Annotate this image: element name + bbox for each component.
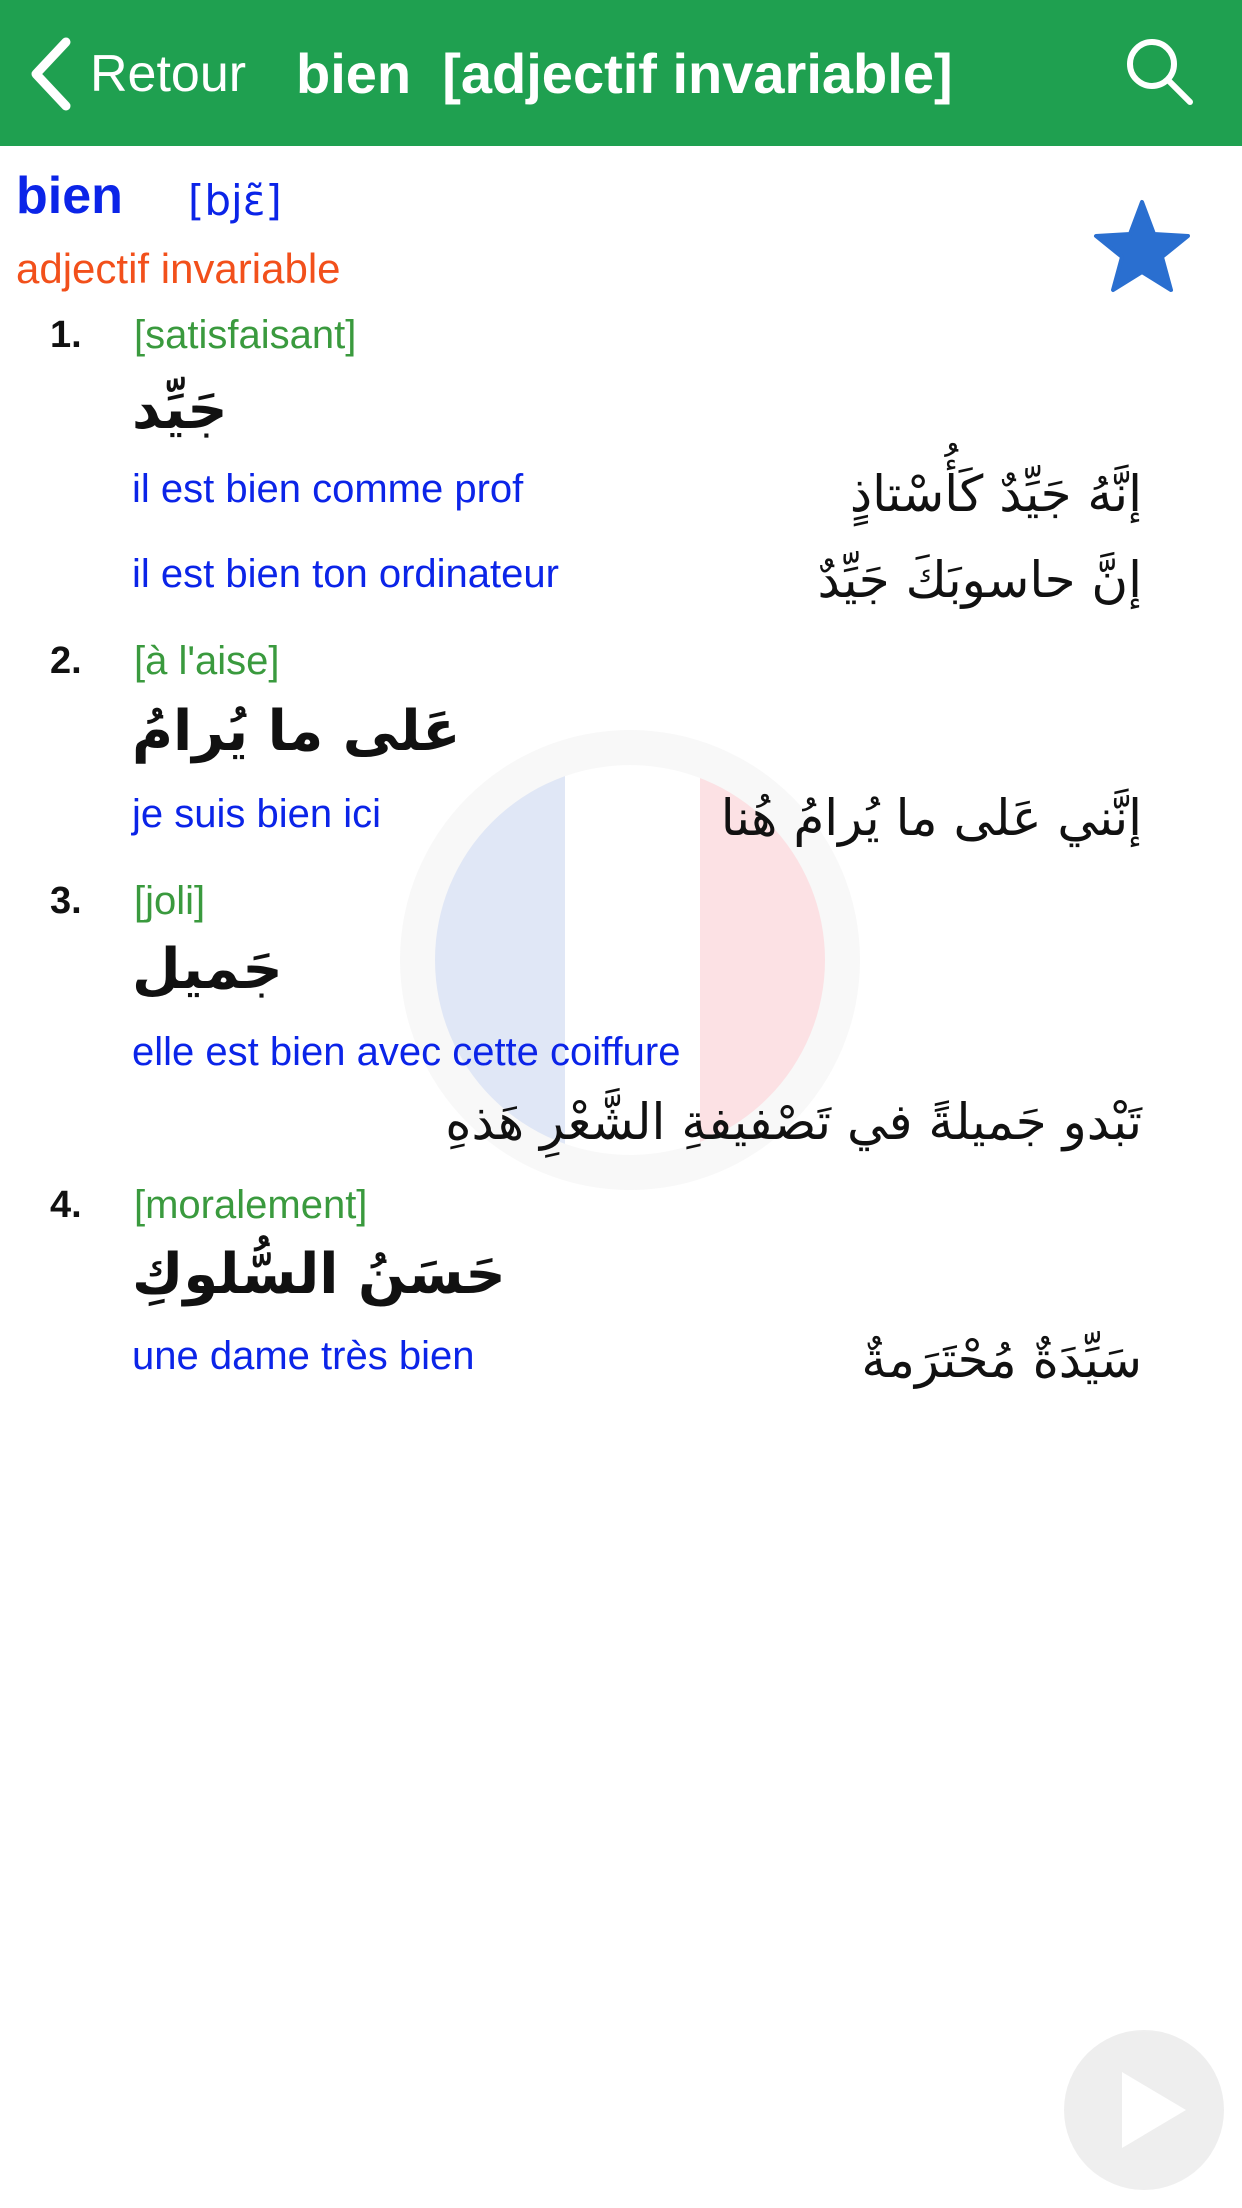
sense-translation: جَيِّد (132, 377, 228, 442)
sense-context: [joli] (134, 879, 206, 923)
back-button[interactable] (22, 22, 272, 122)
part-of-speech: adjectif invariable (16, 245, 341, 292)
search-icon (1120, 32, 1200, 112)
example-french: il est bien ton ordinateur (132, 552, 559, 596)
sense-number: 2. (50, 640, 82, 682)
sense-number: 4. (50, 1184, 82, 1226)
example-french: il est bien comme prof (132, 467, 524, 511)
example-french: elle est bien avec cette coiffure (132, 1030, 681, 1074)
example-arabic: إنَّني عَلى ما يُرامُ هُنا (720, 789, 1142, 847)
chevron-left-icon (28, 36, 74, 112)
example-french: une dame très bien (132, 1334, 475, 1378)
top-bar (0, 0, 1242, 146)
headword: bien (16, 167, 123, 225)
sense-translation: عَلى ما يُرامُ (132, 699, 461, 764)
sense-number: 3. (50, 880, 82, 922)
sense-context: [à l'aise] (134, 639, 280, 683)
sense-number: 1. (50, 314, 82, 356)
page-title: bien [adjectif invariable] (296, 42, 953, 105)
sense-context: [satisfaisant] (134, 313, 357, 357)
search-button[interactable] (1120, 32, 1200, 112)
example-arabic: تَبْدو جَميلةً في تَصْفيفةِ الشَّعْرِ هَذهِ (445, 1093, 1142, 1151)
favorite-star-button[interactable] (1092, 196, 1192, 296)
sense-translation: حَسَنُ السُّلوكِ (132, 1242, 506, 1307)
sense-translation: جَميل (132, 937, 283, 1002)
sense-context: [moralement] (134, 1183, 368, 1227)
play-audio-button[interactable] (1064, 2030, 1224, 2190)
play-icon (1064, 2030, 1224, 2190)
example-arabic: إنَّ حاسوبَكَ جَيِّدٌ (817, 551, 1142, 609)
example-arabic: سَيِّدَةٌ مُحْتَرَمةٌ (861, 1331, 1142, 1389)
back-label: Retour (90, 45, 247, 103)
star-icon (1092, 196, 1192, 296)
example-arabic: إنَّهُ جَيِّدٌ كَأُسْتاذٍ (849, 465, 1142, 523)
example-french: je suis bien ici (132, 792, 382, 836)
pronunciation: [bjɛ̃] (188, 176, 282, 225)
